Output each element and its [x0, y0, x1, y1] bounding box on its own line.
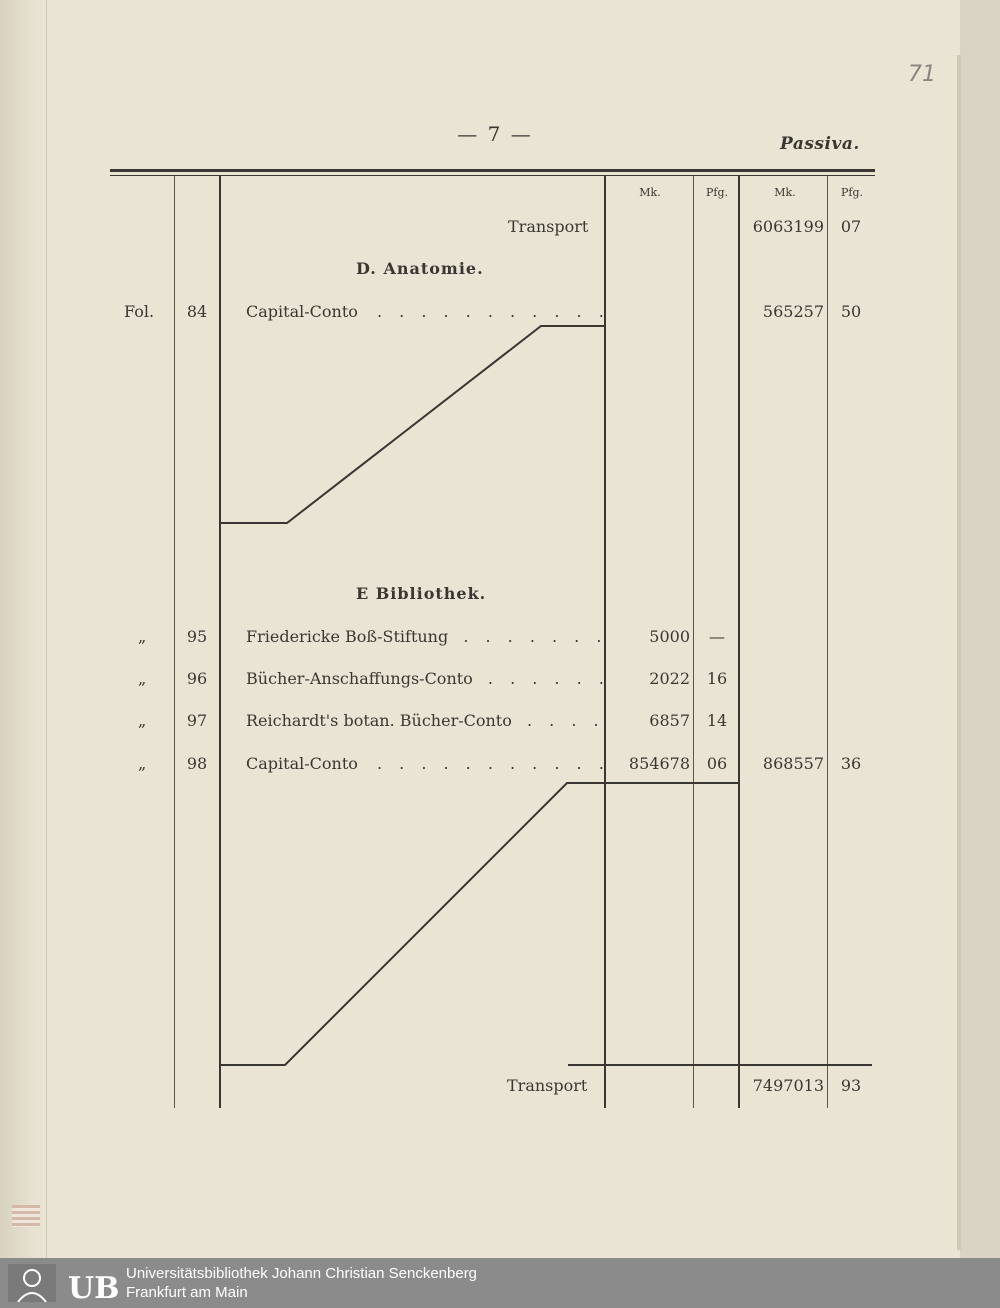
- col-header-pfg1: Pfg.: [705, 186, 728, 199]
- row-98-label-text: Capital-Conto: [246, 754, 358, 773]
- transport-bottom-mk: 7497013: [752, 1076, 824, 1095]
- col-line-fol: [174, 176, 175, 1108]
- row-98-pfg: 06: [706, 754, 728, 773]
- row-97-mk: 6857: [649, 711, 690, 730]
- library-city: Frankfurt am Main: [126, 1284, 248, 1301]
- page-binding-edge: [0, 0, 47, 1258]
- row-97-fol: „: [138, 711, 147, 730]
- row-97-num: 97: [186, 711, 208, 730]
- row-84-label-text: Capital-Conto: [246, 302, 358, 321]
- row-98-mk: 854678: [628, 754, 690, 773]
- ub-logo[interactable]: [8, 1264, 120, 1306]
- row-84-total-mk: 565257: [762, 302, 824, 321]
- col-header-mk1: Mk.: [639, 186, 661, 199]
- row-95-label: [246, 627, 607, 646]
- transport-top-label: Transport: [508, 217, 589, 236]
- ub-logo-text: UB: [68, 1271, 120, 1306]
- row-95-dots: . . . . . . .: [463, 627, 608, 646]
- page-right-edge: [957, 55, 961, 1250]
- binding-stub: [12, 1205, 40, 1227]
- row-97-pfg: 14: [706, 711, 728, 730]
- row-84-label: [246, 302, 610, 321]
- row-96-pfg: 16: [706, 669, 728, 688]
- section-d-heading: D. Anatomie.: [356, 259, 484, 278]
- founder-portrait-icon: [8, 1264, 56, 1302]
- transport-bottom-label: Transport: [507, 1076, 588, 1095]
- col-header-mk2: Mk.: [774, 186, 796, 199]
- row-96-num: 96: [186, 669, 208, 688]
- col-line-pfg2: [827, 176, 828, 1108]
- bottom-total-rule: [568, 1064, 872, 1066]
- section-d-filler-stroke: [219, 320, 609, 530]
- row-96-label-text: Bücher-Anschaffungs-Conto: [246, 669, 473, 688]
- row-96-dots: . . . . . .: [487, 669, 610, 688]
- row-97-dots: . . . .: [526, 711, 605, 730]
- row-98-total-pfg: 36: [840, 754, 862, 773]
- row-84-fol: Fol.: [124, 302, 155, 321]
- row-96-label: [246, 669, 610, 688]
- top-rule-thin: [110, 175, 875, 176]
- row-98-label: [246, 754, 610, 773]
- row-84-dots: . . . . . . . . . . .: [376, 302, 610, 321]
- top-rule-thick: [110, 169, 875, 172]
- row-84-total-pfg: 50: [840, 302, 862, 321]
- row-98-num: 98: [186, 754, 208, 773]
- row-98-dots: . . . . . . . . . . .: [376, 754, 610, 773]
- row-95-pfg: —: [709, 627, 725, 646]
- row-97-label: [246, 711, 605, 730]
- section-e-heading: E Bibliothek.: [356, 584, 487, 603]
- row-98-total-mk: 868557: [762, 754, 824, 773]
- library-name: Universitätsbibliothek Johann Christian Senckenberg: [126, 1265, 478, 1282]
- transport-top-pfg: 07: [840, 217, 862, 236]
- pencil-note: 71: [908, 62, 936, 87]
- section-title: Passiva.: [780, 134, 860, 154]
- row-95-num: 95: [186, 627, 208, 646]
- section-e-filler-stroke: [219, 778, 741, 1070]
- row-95-label-text: Friedericke Boß-Stiftung: [246, 627, 449, 646]
- page-number: — 7 —: [457, 122, 533, 146]
- transport-top-mk: 6063199: [752, 217, 824, 236]
- library-footer: [0, 1258, 1000, 1308]
- row-96-fol: „: [138, 669, 147, 688]
- row-84-num: 84: [186, 302, 208, 321]
- row-97-label-text: Reichardt's botan. Bücher-Conto: [246, 711, 512, 730]
- col-header-pfg2: Pfg.: [840, 186, 863, 199]
- row-95-fol: „: [138, 627, 147, 646]
- row-98-fol: „: [138, 754, 147, 773]
- transport-bottom-pfg: 93: [840, 1076, 862, 1095]
- row-96-mk: 2022: [649, 669, 690, 688]
- row-95-mk: 5000: [649, 627, 690, 646]
